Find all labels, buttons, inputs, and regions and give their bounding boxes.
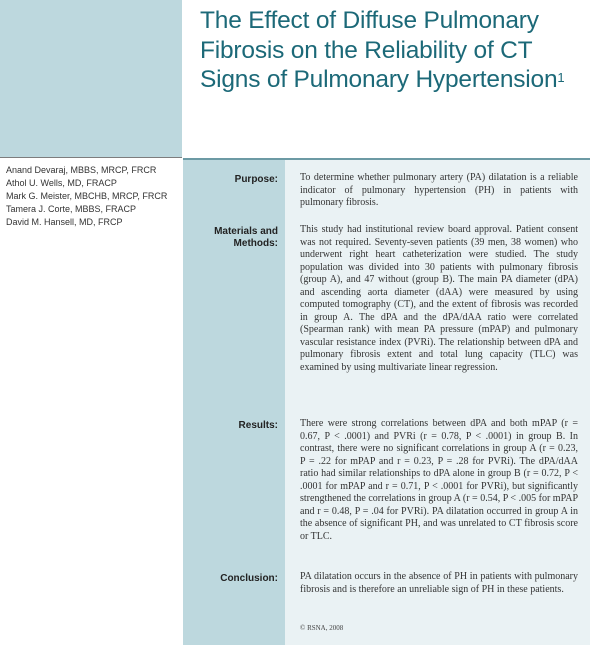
body-column-rule [285, 158, 590, 160]
methods-label [185, 226, 278, 250]
author-name: Anand Devaraj, MBBS, MRCP, FRCR [6, 165, 157, 175]
methods-text: This study had institutional review board approval. Patient consent was not required. Seventy-seven patients (39 men, 38 women) who underwent right heart catheterization were studied. The study population was divided into 30 patients with pulmonary fibrosis (group A), and 47 without (group B). The main PA diameter (dPA) and ascending aorta diameter (dAA) were measured by using computed tomography (CT), and the extent of fibrosis was recorded in group A. The dPA and the dPA/dAA ratio were correlated (Spearman rank) with mean PA pressure (mPAP) and pulmonary vascular resistance index (PVRi). The relationship between dPA and pulmonary fibrosis extent and total lung capacity (TLC) was examined by using multivariate linear regression. [300, 224, 578, 373]
author-name: Mark G. Meister, MBCHB, MRCP, FRCR [6, 191, 168, 201]
label-column-rule [183, 158, 285, 160]
article-title-text: The Effect of Diffuse Pulmonary Fibrosis on the Reliability of CT Signs of Pulmonary Hypertension [200, 7, 558, 93]
author-name: Athol U. Wells, MD, FRACP [6, 178, 117, 188]
purpose-label: Purpose: [234, 174, 278, 185]
article-title [200, 6, 580, 95]
author-divider [0, 157, 182, 158]
results-label: Results: [238, 420, 278, 431]
author-name: David M. Hansell, MD, FRCP [6, 217, 123, 227]
conclusion-text: PA dilatation occurs in the absence of PH in patients with pulmonary fibrosis and is therefore an unreliable sign of PH in these patients. [300, 571, 578, 595]
conclusion-label: Conclusion: [220, 573, 278, 584]
results-text: There were strong correlations between dPA and both mPAP (r = 0.67, P < .0001) and PVRi (r = 0.78, P < .0001) in group B. In contrast, there were no significant correlations in group A (r = 0.23, P = .22 for mPAP and r = 0.23, P = .28 for PVRi). The dPA/dAA ratio had similar relationships to dPA alone in group B (r = 0.72, P < .0001 for mPAP and r = 0.71, P < .0001 for PVRi), but significantly strengthened the correlations in group A (r = 0.54, P < .005 for mPAP and r = 0.48, P = .04 for PVRi). PA dilatation occurred in group A in the absence of significant PH, and was unrelated to CT fibrosis score or TLC. [300, 418, 578, 542]
title-footnote-mark: 1 [557, 70, 565, 85]
purpose-text: To determine whether pulmonary artery (PA) dilatation is a reliable indicator of pulmonary hypertension (PH) in patients with pulmonary fibrosis. [300, 172, 578, 208]
methods-label-line1: Materials and [214, 226, 278, 237]
copyright-notice: © RSNA, 2008 [300, 624, 344, 632]
methods-label-line2: Methods: [233, 238, 278, 249]
author-list [6, 164, 181, 229]
author-name: Tamera J. Corte, MBBS, FRACP [6, 204, 137, 214]
title-color-band [0, 0, 182, 157]
